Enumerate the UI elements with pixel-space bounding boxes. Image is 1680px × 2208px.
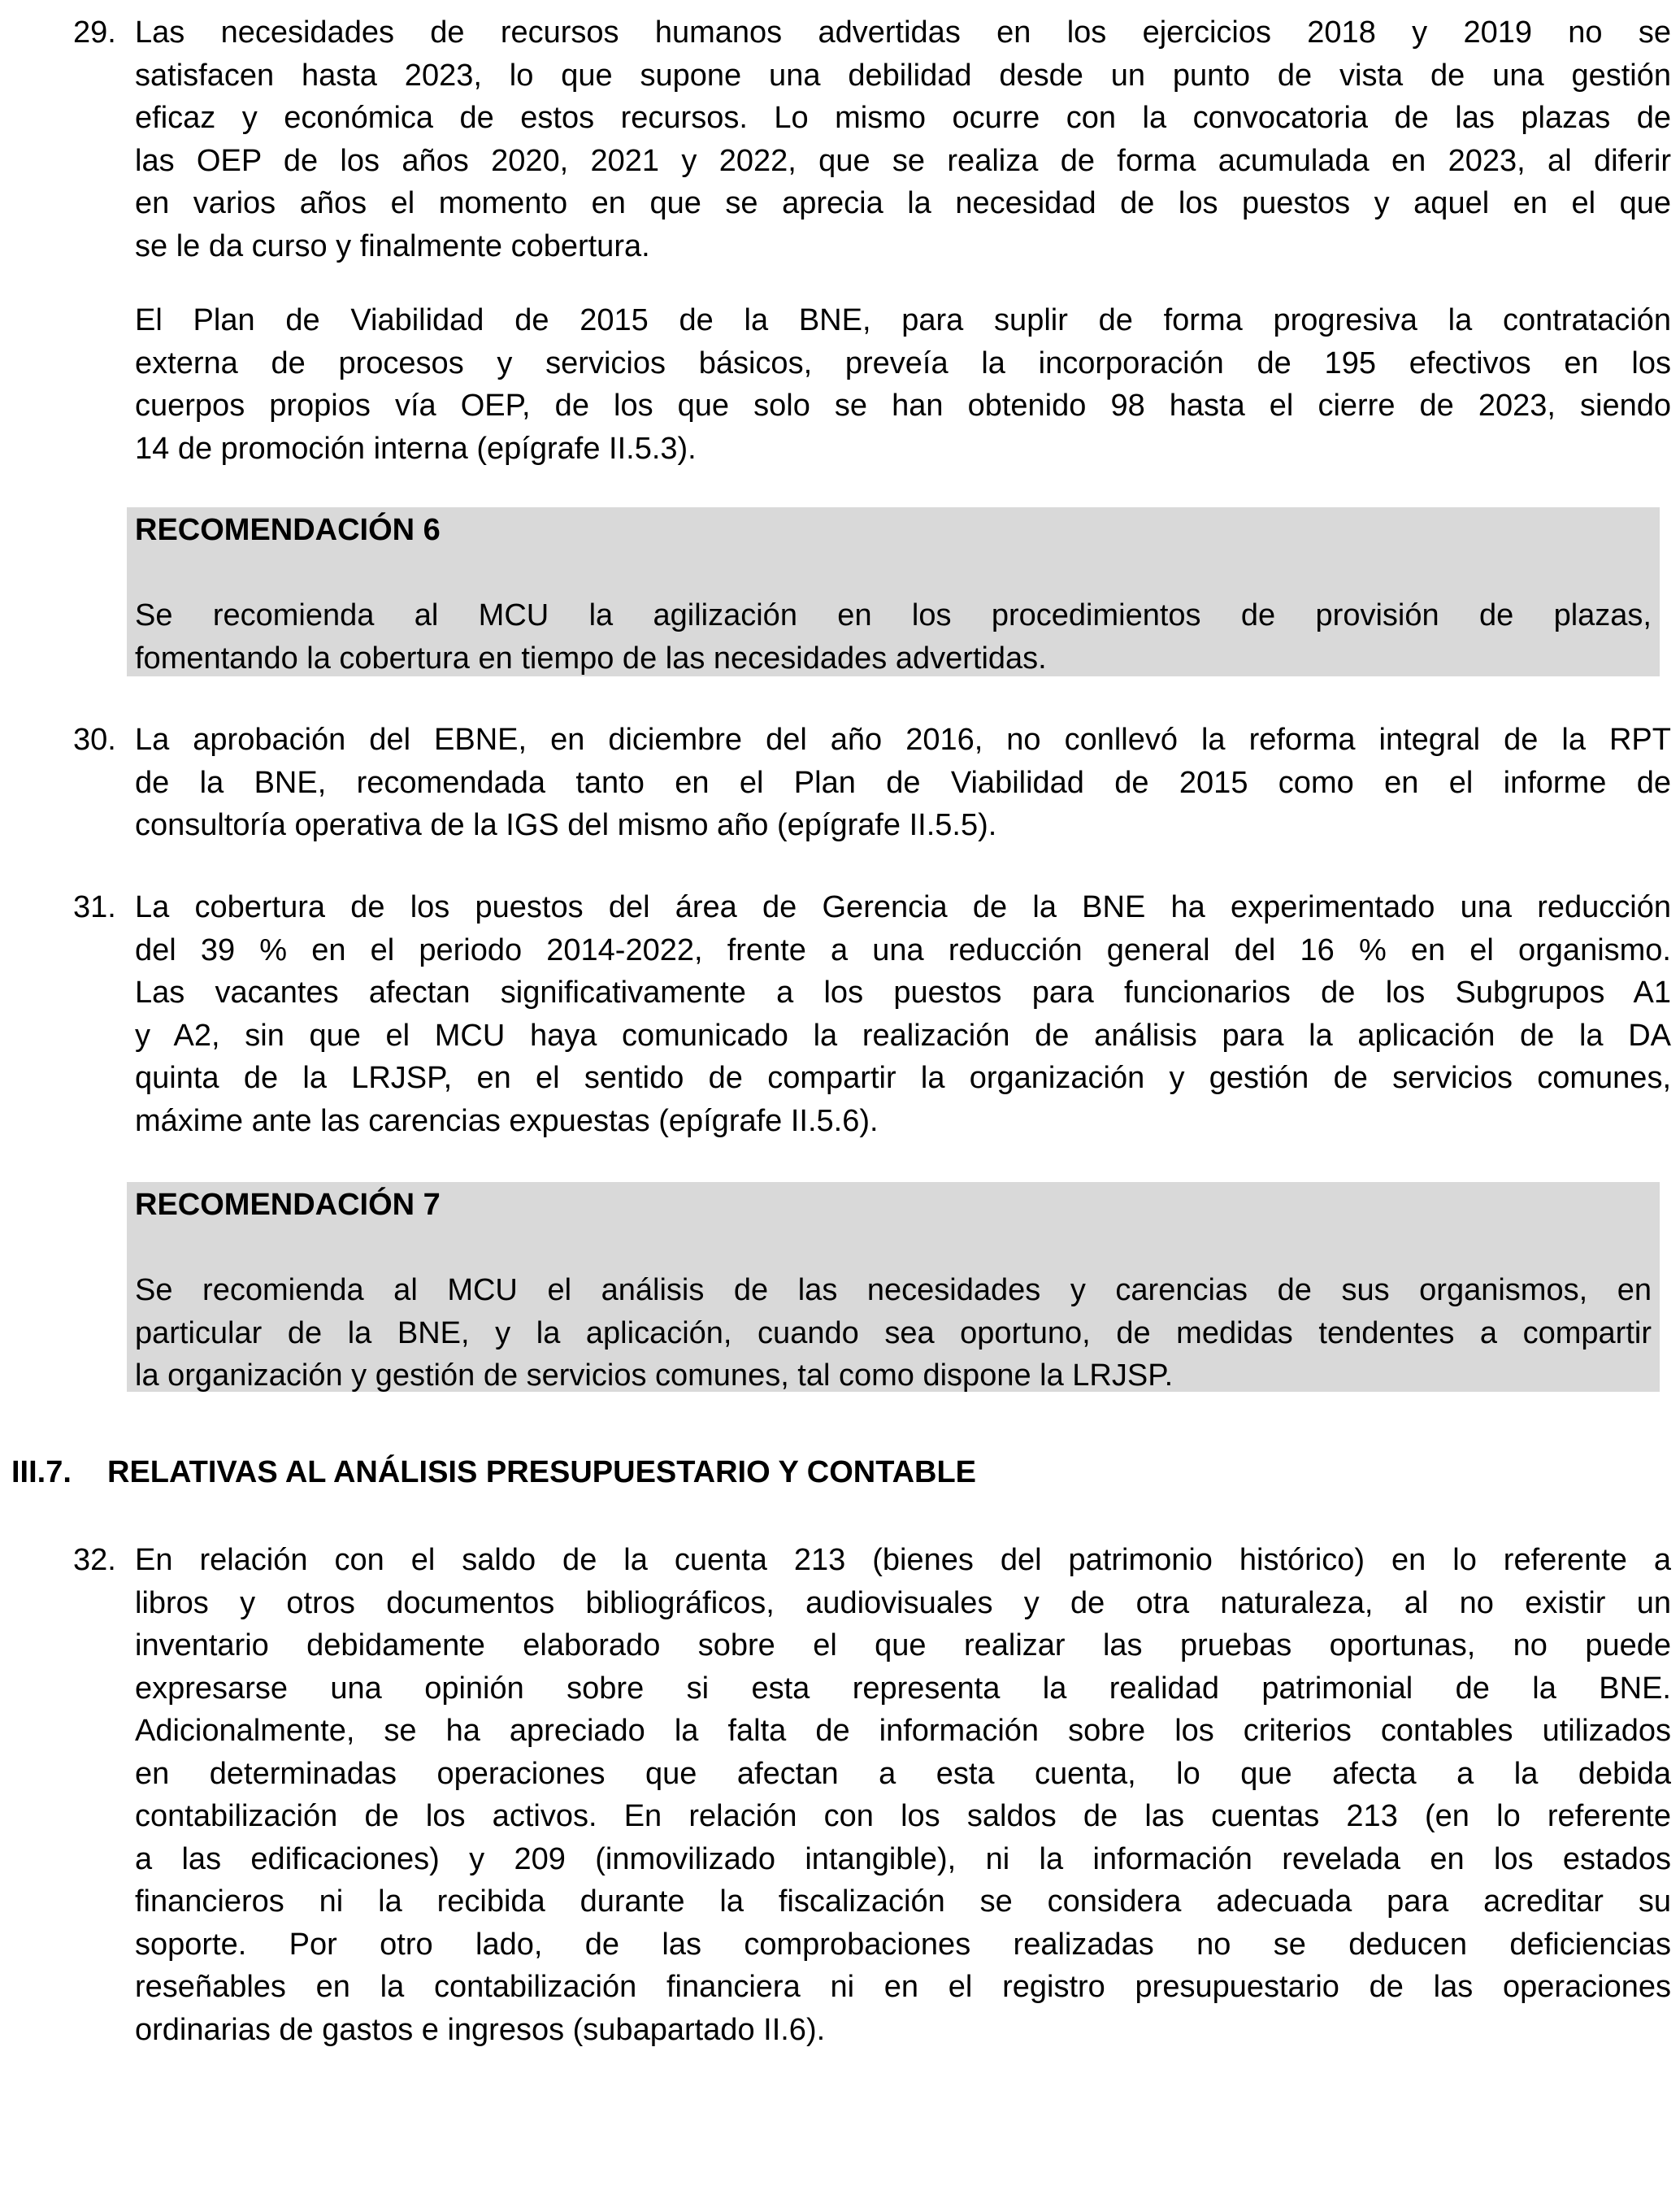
- text-line: externa de procesos y servicios básicos, preveía la incorporación de 195 efectivos en los: [135, 346, 1671, 380]
- paragraph-item-32: [73, 1539, 1671, 2051]
- paragraph-item-29-continuation: [135, 299, 1671, 470]
- text-line: inventario debidamente elaborado sobre el que realizar las pruebas oportunas, no puede: [135, 1628, 1671, 1663]
- text-line: de la BNE, recomendada tanto en el Plan de Viabilidad de 2015 como en el informe de: [135, 765, 1671, 800]
- text-line: quinta de la LRJSP, en el sentido de compartir la organización y gestión de servicios comunes,: [135, 1061, 1671, 1095]
- text-line: financieros ni la recibida durante la fiscalización se considera adecuada para acreditar su: [135, 1884, 1671, 1919]
- text-line: del 39 % en el periodo 2014-2022, frente a una reducción general del 16 % en el organismo.: [135, 932, 1671, 967]
- recommendation-box-6: [127, 507, 1660, 676]
- text-line: soporte. Por otro lado, de las comprobaciones realizadas no se deducen deficiencias: [135, 1927, 1671, 1962]
- text-line: se le da curso y finalmente cobertura.: [135, 228, 650, 263]
- text-line: eficaz y económica de estos recursos. Lo mismo ocurre con la convocatoria de las plazas de: [135, 101, 1671, 135]
- recommendation-title: RECOMENDACIÓN 7: [135, 1188, 441, 1222]
- item-number: 32.: [73, 1543, 116, 1577]
- text-line: a las edificaciones) y 209 (inmovilizado intangible), ni la información revelada en los estados: [135, 1841, 1671, 1876]
- text-line: en determinadas operaciones que afectan a esta cuenta, lo que afecta a la debida: [135, 1756, 1671, 1791]
- text-line: Se recomienda al MCU la agilización en los procedimientos de provisión de plazas,: [135, 598, 1652, 632]
- text-line: ordinarias de gastos e ingresos (subapartado II.6).: [135, 2012, 826, 2047]
- text-line: y A2, sin que el MCU haya comunicado la realización de análisis para la aplicación de la DA: [135, 1018, 1671, 1053]
- text-line: Adicionalmente, se ha apreciado la falta de información sobre los criterios contables utilizados: [135, 1714, 1671, 1748]
- text-line: las OEP de los años 2020, 2021 y 2022, que se realiza de forma acumulada en 2023, al diferir: [135, 143, 1671, 178]
- text-line: Las necesidades de recursos humanos advertidas en los ejercicios 2018 y 2019 no se: [135, 15, 1671, 50]
- text-line: El Plan de Viabilidad de 2015 de la BNE, para suplir de forma progresiva la contratación: [135, 303, 1671, 337]
- spacer: [135, 1227, 1652, 1270]
- text-line: La aprobación del EBNE, en diciembre del año 2016, no conllevó la reforma integral de la RPT: [135, 723, 1671, 757]
- paragraph-item-29: [73, 11, 1671, 267]
- paragraph-item-31: [73, 886, 1671, 1142]
- text-line: satisfacen hasta 2023, lo que supone una debilidad desde un punto de vista de una gestión: [135, 58, 1671, 93]
- text-line: cuerpos propios vía OEP, de los que solo se han obtenido 98 hasta el cierre de 2023, siendo: [135, 389, 1671, 423]
- text-line: la organización y gestión de servicios comunes, tal como dispone la LRJSP.: [135, 1358, 1174, 1393]
- item-number: 30.: [73, 723, 116, 757]
- item-number: 31.: [73, 890, 116, 924]
- text-line: La cobertura de los puestos del área de Gerencia de la BNE ha experimentado una reducción: [135, 890, 1671, 924]
- section-title: RELATIVAS AL ANÁLISIS PRESUPUESTARIO Y CONTABLE: [107, 1455, 977, 1489]
- text-line: particular de la BNE, y la aplicación, cuando sea oportuno, de medidas tendentes a compartir: [135, 1315, 1652, 1350]
- text-line: libros y otros documentos bibliográficos, audiovisuales y de otra naturaleza, al no existir un: [135, 1585, 1671, 1620]
- text-line: Se recomienda al MCU el análisis de las necesidades y carencias de sus organismos, en: [135, 1273, 1652, 1307]
- text-line: contabilización de los activos. En relación con los saldos de las cuentas 213 (en lo referente: [135, 1799, 1671, 1833]
- recommendation-box-7: [127, 1182, 1660, 1392]
- paragraph-item-30: [73, 719, 1671, 847]
- text-line: reseñables en la contabilización financiera ni en el registro presupuestario de las operaciones: [135, 1970, 1671, 2004]
- text-line: 14 de promoción interna (epígrafe II.5.3).: [135, 431, 697, 466]
- item-number: 29.: [73, 15, 116, 50]
- text-line: Las vacantes afectan significativamente a los puestos para funcionarios de los Subgrupos A1: [135, 976, 1671, 1010]
- section-heading: [11, 1451, 976, 1494]
- text-line: En relación con el saldo de la cuenta 213 (bienes del patrimonio histórico) en lo referente a: [135, 1543, 1671, 1577]
- recommendation-title: RECOMENDACIÓN 6: [135, 513, 441, 547]
- spacer: [135, 552, 1652, 595]
- text-line: máxime ante las carencias expuestas (epígrafe II.5.6).: [135, 1103, 879, 1138]
- text-line: consultoría operativa de la IGS del mismo año (epígrafe II.5.5).: [135, 808, 997, 842]
- text-line: en varios años el momento en que se aprecia la necesidad de los puestos y aquel en el que: [135, 186, 1671, 220]
- section-number: III.7.: [11, 1455, 72, 1489]
- text-line: fomentando la cobertura en tiempo de las necesidades advertidas.: [135, 641, 1047, 676]
- text-line: expresarse una opinión sobre si esta representa la realidad patrimonial de la BNE.: [135, 1671, 1671, 1706]
